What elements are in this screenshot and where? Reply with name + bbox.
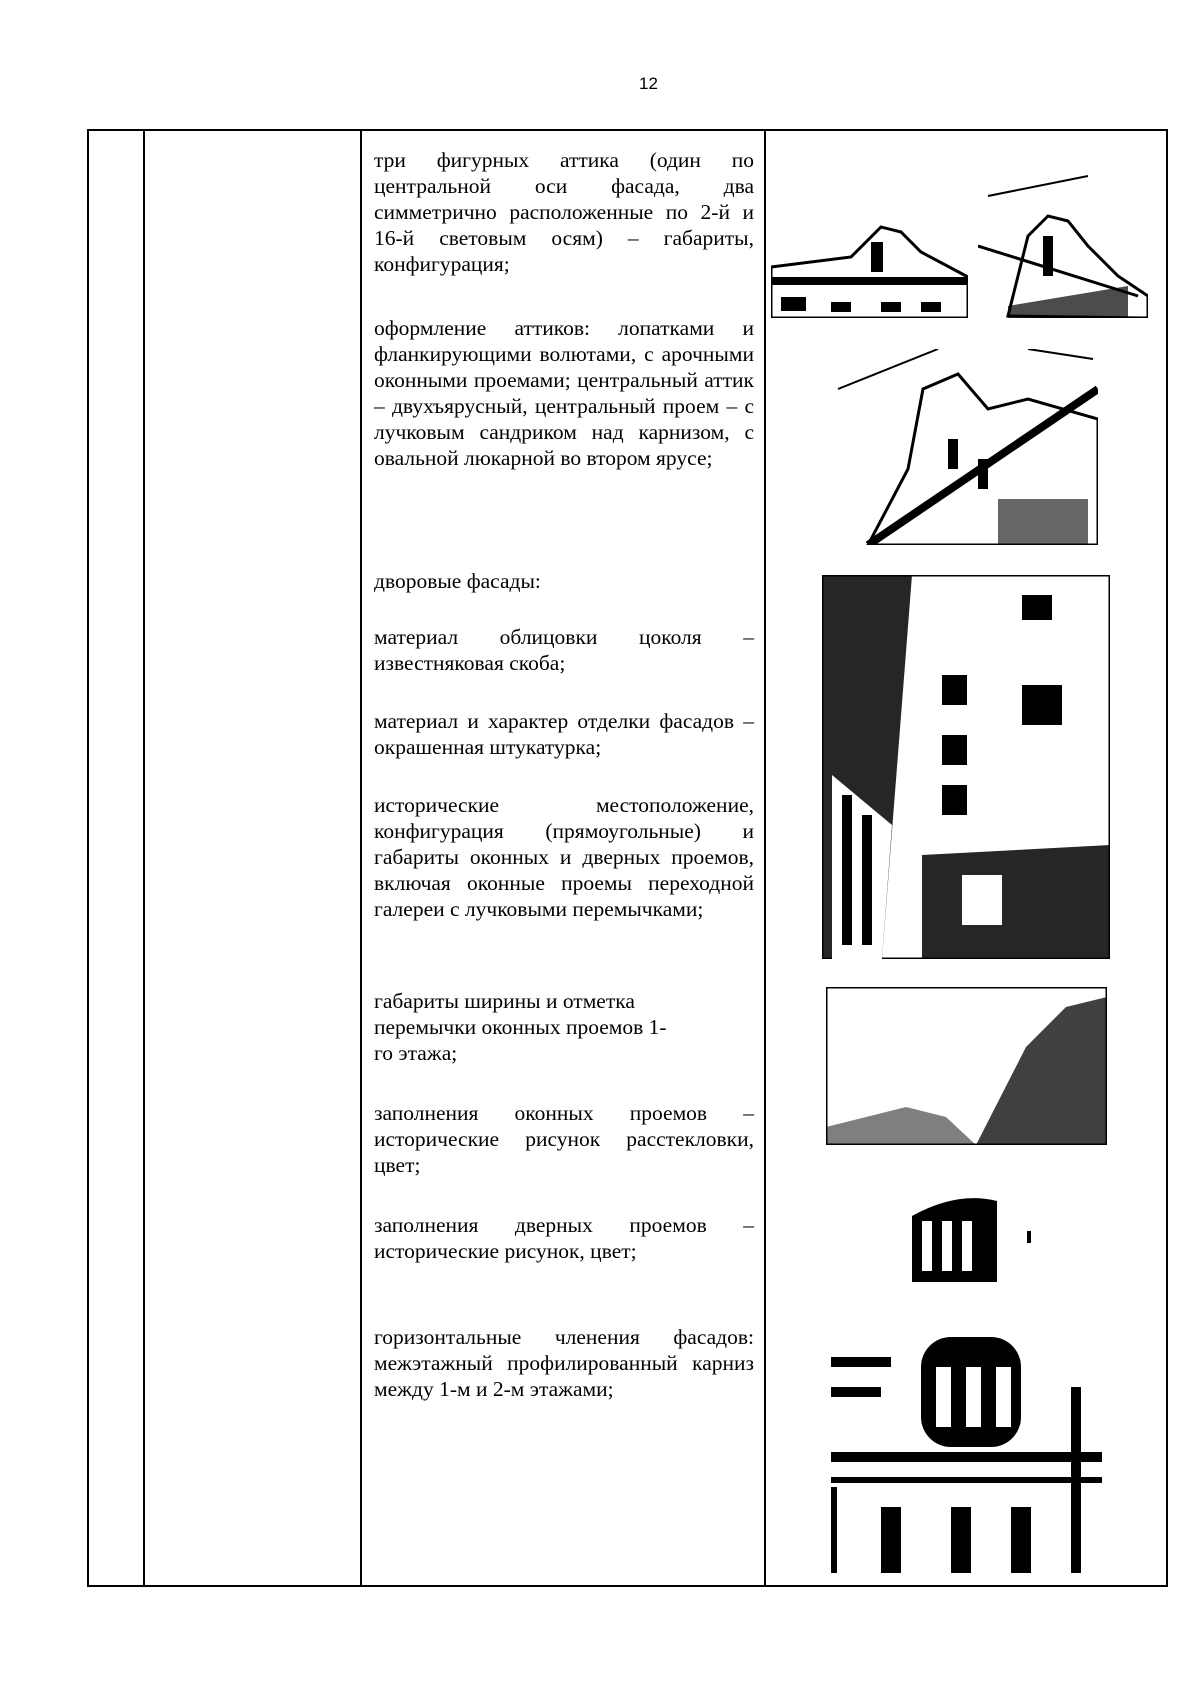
photo-central-attic: [828, 349, 1098, 545]
photo-attic-right: [978, 166, 1148, 318]
monument-subject-table: [87, 129, 1168, 1587]
paragraph-plinth: материал облицовки цоколя – известняковая скоба;: [374, 625, 754, 675]
photo-courtyard-facades: [822, 575, 1110, 959]
paragraph-attics: три фигурных аттика (один по центральной оси фасада, два симметрично расположенные по 2-й и 16-й световым осям) – габариты, конфигурация;: [374, 148, 754, 276]
paragraph-lintels: габариты ширины и отметка перемычки оконных проемов 1-го этажа;: [374, 989, 667, 1065]
paragraph-attic-design: оформление аттиков: лопатками и фланкирующими волютами, с арочными оконными проемами; центральный аттик – двухъярусный, центральный проем – с лучковым сандриком над карнизом, с овальной люкарной во втором ярусе;: [374, 316, 754, 470]
photo-cornice: [831, 1327, 1102, 1573]
paragraph-openings: исторические местоположение, конфигурация (прямоугольные) и габариты оконных и дверных проемов, включая оконные проемы переходной галереи с лучковыми перемычками;: [374, 793, 754, 921]
column-divider: [764, 131, 766, 1585]
paragraph-window-fill: заполнения оконных проемов – исторические рисунок расстекловки, цвет;: [374, 1101, 754, 1177]
photo-attic-left: [771, 207, 968, 318]
paragraph-finish: материал и характер отделки фасадов – окрашенная штукатурка;: [374, 709, 754, 759]
paragraph-door-fill: заполнения дверных проемов – исторические рисунок, цвет;: [374, 1213, 754, 1263]
paragraph-cornice: горизонтальные членения фасадов: межэтажный профилированный карниз между 1-м и 2-м этажами;: [374, 1325, 754, 1401]
photo-courtyard-tree: [826, 987, 1107, 1145]
photo-window-fill: [907, 1191, 1102, 1282]
paragraph-courtyard-heading: дворовые фасады:: [374, 569, 541, 593]
page-number: 12: [639, 74, 658, 93]
column-divider: [360, 131, 362, 1585]
column-divider: [143, 131, 145, 1585]
